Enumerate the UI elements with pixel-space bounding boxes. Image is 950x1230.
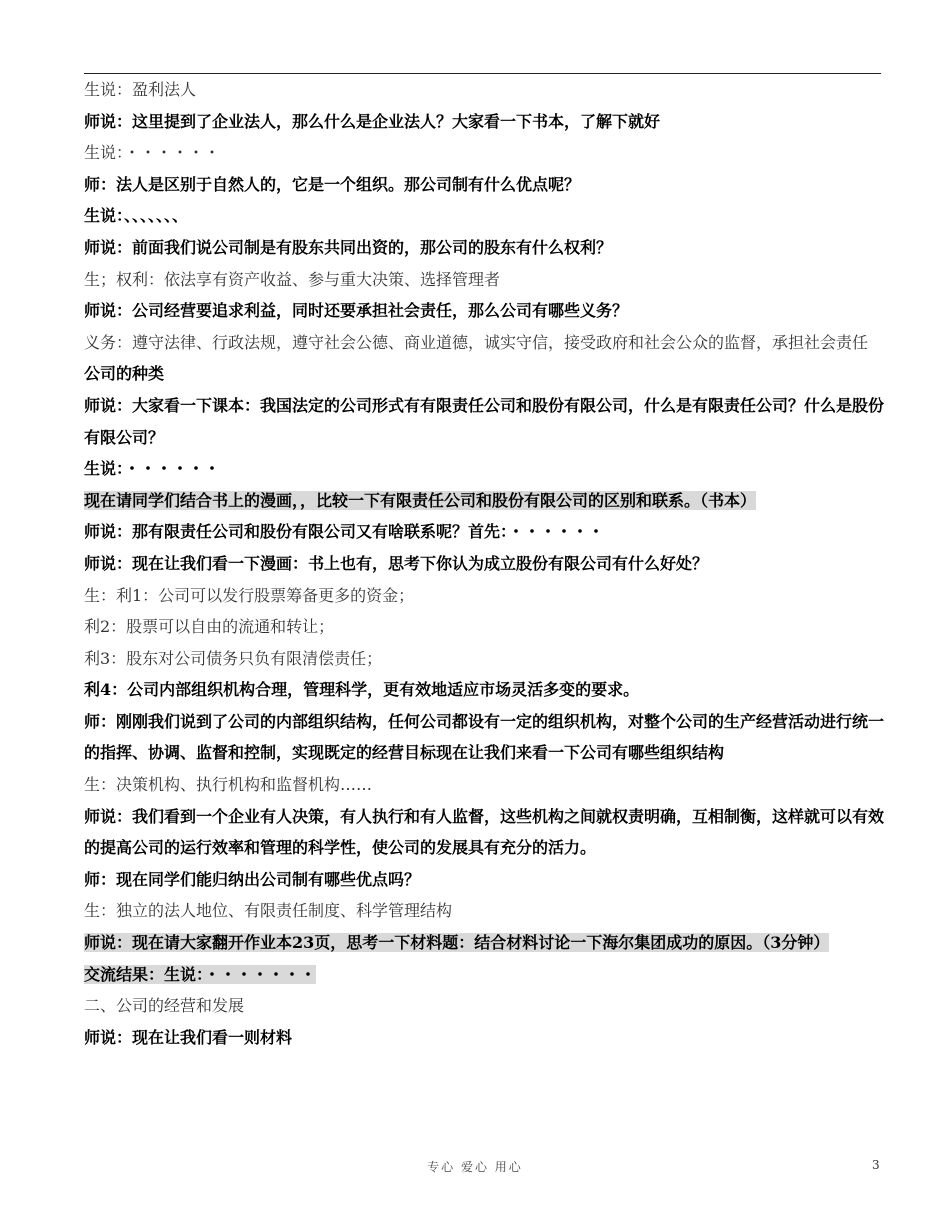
highlighted-line: 师说：现在请大家翻开作业本23页，思考一下材料题：结合材料讨论一下海尔集团成功的原因。（3分钟） [84,933,830,953]
page-number: 3 [872,1158,880,1172]
text-line: 师说：公司经营要追求利益，同时还要承担社会责任，那么公司有哪些义务？ [84,301,629,321]
text-line: 师：刚刚我们说到了公司的内部组织结构，任何公司都设有一定的组织机构，对整个公司的生产经营活动进行统一的指挥、协调、监督和控制，实现既定的经营目标现在让我们来看一下公司有哪些组织结构 [84,711,885,763]
text-line: 师说：大家看一下课本：我国法定的公司形式有有限责任公司和股份有限公司，什么是有限责任公司？什么是股份有限公司？ [84,395,885,447]
page-footer [0,1158,950,1175]
text-line: 义务：遵守法律、行政法规，遵守社会公德、商业道德，诚实守信，接受政府和社会公众的监督，承担社会责任 [84,332,869,352]
highlighted-line: 交流结果：生说：・・・・・・・ [84,964,317,984]
text-line: 生说：・・・・・・ [84,459,221,479]
text-line: 师说：那有限责任公司和股份有限公司又有啥联系呢？首先：・・・・・・ [84,522,605,542]
text-line: 师说：现在让我们看一下漫画：书上也有，思考下你认为成立股份有限公司有什么好处？ [84,553,709,573]
section-heading: 公司的种类 [84,364,165,384]
text-line: 生说：、、、、、、、 [84,206,189,226]
text-line: 利2：股票可以自由的流通和转让； [84,617,335,637]
footer-motto: 专心 爱心 用心 [427,1160,523,1174]
text-line: 生：决策机构、执行机构和监督机构…… [84,775,373,795]
highlighted-line: 现在请同学们结合书上的漫画，，比较一下有限责任公司和股份有限公司的区别和联系。（书本） [84,490,757,510]
text-line: 师说：这里提到了企业法人，那么什么是企业法人？大家看一下书本，了解下就好 [84,111,661,131]
text-line: 生：独立的法人地位、有限责任制度、科学管理结构 [84,901,453,921]
document-body [84,74,884,1053]
text-line: 师说：我们看到一个企业有人决策，有人执行和有人监督，这些机构之间就权责明确，互相制衡，这样就可以有效的提高公司的运行效率和管理的科学性，使公司的发展具有充分的活力。 [84,806,885,858]
text-line: 生：利1：公司可以发行股票筹备更多的资金； [84,585,415,605]
text-line: 利3：股东对公司债务只负有限清偿责任； [84,648,383,668]
text-line: 生说：盈利法人 [84,80,197,99]
text-line: 师说：现在让我们看一则材料 [84,1027,293,1047]
section-heading: 二、公司的经营和发展 [84,996,245,1016]
text-line: 师：法人是区别于自然人的，它是一个组织。那公司制有什么优点呢？ [84,174,581,194]
text-line: 师：现在同学们能归纳出公司制有哪些优点吗？ [84,869,421,889]
text-line: 生说：・・・・・・ [84,143,221,163]
text-line: 师说：前面我们说公司制是有股东共同出资的，那公司的股东有什么权利？ [84,237,613,257]
text-line: 利4：公司内部组织机构合理，管理科学，更有效地适应市场灵活多变的要求。 [84,680,640,700]
text-line: 生；权利：依法享有资产收益、参与重大决策、选择管理者 [84,269,501,289]
